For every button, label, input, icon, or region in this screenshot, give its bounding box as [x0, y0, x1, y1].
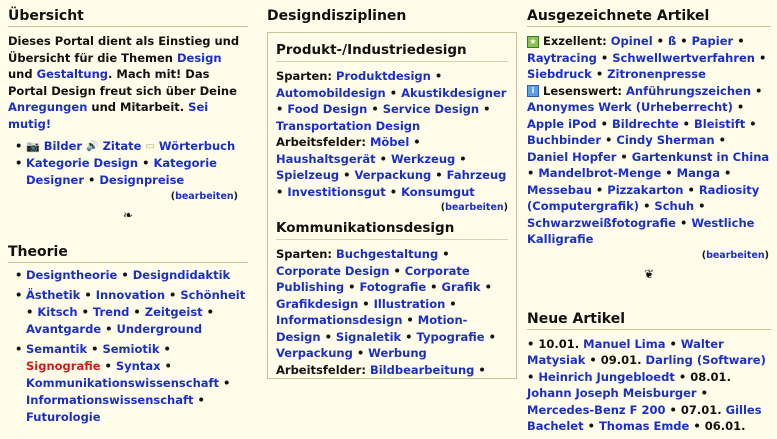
theory-link[interactable]: Zeitgeist [144, 305, 203, 319]
theory-link[interactable]: Innovation [95, 288, 166, 302]
comm-sparte-link[interactable]: Signaletik [335, 329, 402, 344]
theory-link[interactable]: Semiotik [102, 342, 160, 356]
gestaltung-link[interactable]: Gestaltung [36, 67, 109, 81]
excellent-link[interactable]: Zitronenpresse [607, 67, 706, 81]
list-item [8, 155, 248, 189]
comm-sparte-link[interactable]: Grafik [441, 280, 481, 294]
ornament-icon: ❦ [643, 266, 655, 281]
star-icon: ★ [527, 36, 539, 48]
kategorie-design-link[interactable]: Kategorie Design [26, 156, 139, 170]
comm-sparte-link[interactable]: Corporate Design [276, 263, 390, 278]
readable-link[interactable]: Daniel Hopfer [527, 149, 617, 164]
comm-sparte-link[interactable]: Motion-Design [276, 313, 468, 344]
left-column [8, 0, 248, 426]
kategorie-designer-link[interactable]: Kategorie Designer [26, 156, 217, 187]
readable-link[interactable]: Buchbinder [527, 133, 602, 147]
product-feld-link[interactable]: Spielzeug [276, 168, 340, 182]
excellent-link[interactable]: Siebdruck [527, 67, 592, 81]
new-article-link[interactable]: Manuel Lima [583, 336, 666, 351]
excellent-link[interactable]: Opinel [610, 34, 653, 48]
disciplines-heading: Designdisziplinen [267, 8, 407, 24]
excellent-link[interactable]: Raytracing [527, 50, 597, 65]
designpreise-link[interactable]: Designpreise [99, 173, 185, 187]
info-icon: i [527, 85, 539, 97]
new-articles-heading: Neue Artikel [527, 303, 771, 330]
readable-link[interactable]: Schuh [654, 199, 695, 213]
edit-overview-link[interactable]: bearbeiten [175, 191, 234, 202]
readable-link[interactable]: Mandelbrot-Menge [538, 166, 662, 180]
sei-mutig-link[interactable]: Sei mutig! [8, 100, 209, 131]
design-link[interactable]: Design [176, 50, 222, 65]
new-article-link[interactable]: Heinrich Jungebloedt [538, 369, 675, 384]
readable-link[interactable]: Messebau [527, 182, 592, 197]
book-icon: ▭ [145, 141, 155, 152]
featured-heading: Ausgezeichnete Artikel [527, 0, 771, 27]
readable-articles: i Lesenswert: Anführungszeichen• Anonymes Werk (Urheberrecht)• Apple iPod• Bildrechte• Bleistift• Buchbinder• Cindy Sherman• Daniel Hopfer• Gartenkunst in China• Mandelbrot-Menge• Manga• Messebau• Pizzakarton• Radiosity (Computergrafik)• Schuh• Schwarzweißfotografie• Westliche Kalligrafie [527, 83, 771, 248]
readable-link[interactable]: Gartenkunst in China [631, 149, 770, 164]
comm-feld-link[interactable]: Bildbearbeitung [369, 362, 475, 377]
comm-sparte-link[interactable]: Werbung [368, 346, 427, 360]
comm-sparte-link[interactable]: Typografie [416, 329, 485, 344]
disciplines-box [267, 32, 517, 379]
edit-featured-link[interactable]: bearbeiten [706, 249, 765, 261]
excellent-link[interactable]: Papier [691, 34, 734, 48]
middle-column [267, 0, 517, 439]
product-feld-link[interactable]: Konsumgut [401, 184, 475, 199]
comm-sparte-link[interactable]: Informationsdesign [276, 313, 403, 327]
readable-link[interactable]: Pizzakarton [607, 182, 684, 197]
product-feld-link[interactable]: Fahrzeug [446, 168, 507, 182]
ornament-icon: ❧ [122, 208, 134, 222]
excellent-articles: ★ Exzellent: Opinel• ß• Papier• Raytracing• Schwellwertverfahren• Siebdruck• Zitronenpresse [527, 33, 771, 83]
edit-featured: (bearbeiten) [701, 249, 769, 261]
comm-sparte-link[interactable]: Buchgestaltung [336, 247, 439, 261]
product-sparte-link[interactable]: Transportation Design [276, 118, 421, 133]
new-article-link[interactable]: Thomas Emde [598, 419, 690, 433]
readable-link[interactable]: Radiosity (Computergrafik) [527, 182, 760, 213]
readable-link[interactable]: Bildrechte [611, 116, 679, 131]
readable-link[interactable]: Anonymes Werk (Urheberrecht) [527, 100, 733, 114]
product-sparte-link[interactable]: Produktdesign [336, 69, 431, 83]
excellent-link[interactable]: ß [668, 34, 677, 48]
overview-heading: Übersicht [8, 0, 248, 27]
new-article-link[interactable]: Darling (Software) [645, 353, 766, 367]
theory-link[interactable]: Designtheorie [26, 268, 118, 282]
right-column [527, 0, 771, 435]
theory-link[interactable]: Schönheit [180, 288, 246, 302]
excellent-link[interactable]: Schwellwertverfahren [612, 50, 755, 65]
product-design-heading: Produkt-/Industriedesign [276, 41, 508, 62]
theory-link[interactable]: Semantik [26, 342, 88, 356]
woerterbuch-link[interactable]: Wörterbuch [158, 139, 236, 153]
comm-sparte-link[interactable]: Illustration [373, 296, 446, 311]
theory-heading: Theorie [8, 236, 248, 263]
signografie-link[interactable]: Signografie [26, 359, 101, 373]
comm-sparte-link[interactable]: Grafikdesign [276, 296, 359, 311]
list-item [8, 138, 248, 155]
edit-overview: (bearbeiten) [170, 191, 238, 202]
communication-design-heading: Kommunikationsdesign [276, 219, 508, 240]
theory-link[interactable]: Kommunikationswissenschaft [26, 376, 220, 390]
anregungen-link[interactable]: Anregungen [8, 100, 88, 114]
readable-link[interactable]: Manga [676, 166, 721, 180]
readable-link[interactable]: Westliche Kalligrafie [527, 215, 755, 246]
product-feld-link[interactable]: Möbel [369, 135, 410, 149]
product-sparten: Sparten: Produktdesign• Automobildesign• Akustikdesigner• Food Design• Service Design• Transportation Design [276, 68, 508, 134]
product-sparte-link[interactable]: Automobildesign [276, 85, 386, 100]
product-sparte-link[interactable]: Akustikdesigner [401, 85, 507, 100]
theory-link[interactable]: Underground [116, 322, 203, 336]
comm-sparte-link[interactable]: Verpackung [276, 346, 353, 360]
theory-link[interactable]: Syntax [115, 359, 161, 373]
theory-link[interactable]: Trend [92, 305, 130, 319]
comm-sparte-link[interactable]: Corporate Publishing [276, 263, 470, 294]
list-item [8, 267, 248, 284]
camera-icon: 📷 [26, 140, 40, 153]
theory-link[interactable]: Futurologie [26, 410, 101, 424]
product-feld-link[interactable]: Haushaltsgerät [276, 151, 376, 166]
zitate-link[interactable]: Zitate [102, 139, 142, 153]
readable-link[interactable]: Bleistift [694, 116, 746, 131]
product-sparte-link[interactable]: Food Design [287, 102, 368, 116]
new-article-link[interactable]: Gilles Bachelet [527, 402, 762, 433]
readable-link[interactable]: Anführungszeichen [626, 83, 752, 98]
new-articles-list: • 10.01. Manuel Lima• Walter Matysiak • 09.01. Darling (Software)• Heinrich Jungebloedt • 08.01. Johann Joseph Meisburger• Mercedes-Benz F 200 • 07.01. Gilles Bachelet• Thomas Emde • 06.01. [527, 336, 771, 435]
theory-link[interactable]: Designdidaktik [132, 268, 231, 282]
bilder-link[interactable]: Bilder [43, 139, 83, 153]
intro-text: Dieses Portal dient als Einstieg und Übersicht für die Themen Design und Gestaltung. Mach mit! Das Portal Design freut sich über Deine Anregungen und Mitarbeit. Sei mutig! [8, 34, 240, 131]
product-felder: Arbeitsfelder: Möbel• Haushaltsgerät• Werkzeug• Spielzeug• Verpackung• Fahrzeug• Investitionsgut• Konsumgut [276, 134, 508, 200]
theory-link[interactable]: Informationswissenschaft [26, 393, 194, 407]
list-item [8, 287, 248, 338]
speaker-icon: 🔊 [86, 141, 99, 152]
edit-product: (bearbeiten) [440, 202, 508, 213]
theory-link[interactable]: Avantgarde [26, 322, 102, 336]
product-feld-link[interactable]: Verpackung [354, 168, 432, 182]
list-item [8, 341, 248, 426]
new-article-link[interactable]: Johann Joseph Meisburger [527, 386, 697, 400]
portal-links-list [8, 138, 248, 189]
product-feld-link[interactable]: Investitionsgut [287, 184, 386, 199]
comm-sparte-link[interactable]: Fotografie [359, 280, 427, 294]
product-feld-link[interactable]: Werkzeug [390, 151, 456, 166]
comm-sparten: Sparten: Buchgestaltung• Corporate Design• Corporate Publishing• Fotografie• Grafik• Grafikdesign• Illustration• Informationsdesign• Motion-Design• Signaletik• Typografie• Verpackung• Werbung [276, 246, 508, 362]
theory-link[interactable]: Kitsch [37, 305, 78, 319]
theory-link[interactable]: Ästhetik [26, 288, 81, 302]
readable-link[interactable]: Schwarzweißfotografie [527, 215, 676, 230]
comm-felder: Arbeitsfelder: Bildbearbeitung• [276, 362, 508, 379]
new-article-link[interactable]: Walter Matysiak [527, 336, 724, 367]
new-article-link[interactable]: Mercedes-Benz F 200 [527, 402, 666, 417]
theory-list [8, 267, 248, 426]
product-sparte-link[interactable]: Service Design [382, 102, 480, 116]
readable-link[interactable]: Apple iPod [527, 116, 597, 131]
readable-link[interactable]: Cindy Sherman [616, 133, 715, 147]
edit-product-link[interactable]: bearbeiten [445, 202, 504, 213]
